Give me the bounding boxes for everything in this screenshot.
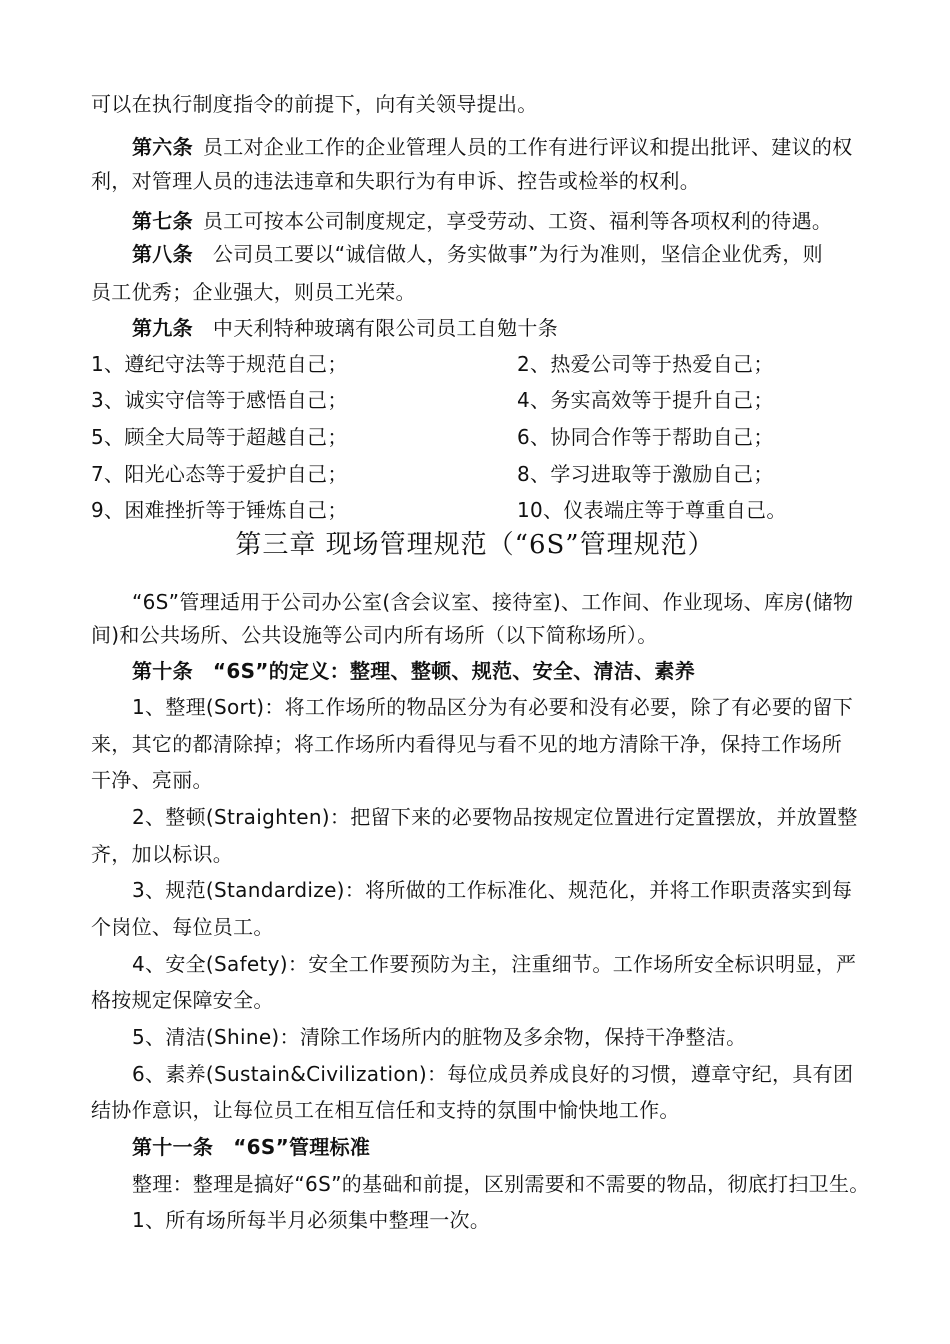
- article-8-text: 公司员工要以“诚信做人，务实做事”为行为准则，坚信企业优秀，则: [212, 242, 823, 266]
- paragraph-line: 可以在执行制度指令的前提下，向有关领导提出。: [91, 92, 538, 116]
- maxim-item: 5、顾全大局等于超越自己；: [91, 425, 348, 449]
- article-10-heading: 第十条: [132, 659, 193, 683]
- article-6-heading: 第六条: [132, 135, 193, 159]
- article-7-text: 员工可按本公司制度规定，享受劳动、工资、福利等各项权利的待遇。: [202, 209, 833, 233]
- article-8-heading: 第八条: [132, 242, 193, 266]
- maxim-item: 2、热爱公司等于热爱自己；: [517, 352, 774, 376]
- paragraph-line: 来，其它的都清除掉；将工作场所内看得见与看不见的地方清除干净，保持工作场所: [91, 732, 843, 756]
- paragraph-line: 间)和公共场所、公共设施等公司内所有场所（以下简称场所）。: [91, 623, 658, 647]
- maxim-item: 1、遵纪守法等于规范自己；: [91, 352, 348, 376]
- article-9: [132, 314, 558, 342]
- maxim-item: 6、协同合作等于帮助自己；: [517, 425, 774, 449]
- maxim-item: 3、诚实守信等于感悟自己；: [91, 388, 348, 412]
- paragraph-line: 4、安全(Safety)：安全工作要预防为主，注重细节。工作场所安全标识明显，严: [132, 952, 857, 976]
- paragraph-line: 个岗位、每位员工。: [91, 915, 274, 939]
- paragraph-line: 整理：整理是搞好“6S”的基础和前提，区别需要和不需要的物品，彻底打扫卫生。: [132, 1172, 870, 1196]
- paragraph-line: 利，对管理人员的违法违章和失职行为有申诉、控告或检举的权利。: [91, 169, 700, 193]
- article-10-text: “6S”的定义：整理、整顿、规范、安全、清洁、素养: [212, 659, 696, 683]
- article-8: [132, 240, 823, 268]
- article-6-text: 员工对企业工作的企业管理人员的工作有进行评议和提出批评、建议的权: [202, 135, 853, 159]
- chapter-title: 第三章 现场管理规范（“6S”管理规范）: [235, 530, 715, 560]
- maxim-item: 10、仪表端庄等于尊重自己。: [517, 498, 787, 522]
- paragraph-line: 齐，加以标识。: [91, 842, 234, 866]
- article-10: [132, 657, 695, 685]
- article-11-text: “6S”管理标准: [233, 1135, 371, 1159]
- paragraph-line: 干净、亮丽。: [91, 768, 213, 792]
- article-9-text: 中天利特种玻璃有限公司员工自勉十条: [212, 316, 559, 340]
- paragraph-line: 1、整理(Sort)：将工作场所的物品区分为有必要和没有必要，除了有必要的留下: [132, 695, 854, 719]
- paragraph-line: 1、所有场所每半月必须集中整理一次。: [132, 1208, 491, 1232]
- article-7-heading: 第七条: [132, 209, 193, 233]
- paragraph-line: 6、素养(Sustain&Civilization)：每位成员养成良好的习惯，遵章守纪，具有团: [132, 1062, 854, 1086]
- article-11-heading: 第十一条: [132, 1135, 214, 1159]
- paragraph-line: 结协作意识，让每位员工在相互信任和支持的氛围中愉快地工作。: [91, 1098, 680, 1122]
- paragraph-line: 3、规范(Standardize)：将所做的工作标准化、规范化，并将工作职责落实到每: [132, 878, 853, 902]
- paragraph-line: 5、清洁(Shine)：清除工作场所内的脏物及多余物，保持干净整洁。: [132, 1025, 747, 1049]
- article-11: [132, 1133, 370, 1161]
- article-7: [132, 207, 832, 235]
- article-9-heading: 第九条: [132, 316, 193, 340]
- maxim-item: 8、学习进取等于激励自己；: [517, 462, 774, 486]
- article-6: [132, 133, 853, 161]
- maxim-item: 9、困难挫折等于锤炼自己；: [91, 498, 348, 522]
- paragraph-line: 格按规定保障安全。: [91, 988, 274, 1012]
- paragraph-line: “6S”管理适用于公司办公室(含会议室、接待室)、工作间、作业现场、库房(储物: [132, 590, 854, 614]
- paragraph-line: 2、整顿(Straighten)：把留下来的必要物品按规定位置进行定置摆放，并放置整: [132, 805, 858, 829]
- maxim-item: 7、阳光心态等于爱护自己；: [91, 462, 348, 486]
- paragraph-line: 员工优秀；企业强大，则员工光荣。: [91, 280, 416, 304]
- maxim-item: 4、务实高效等于提升自己；: [517, 388, 774, 412]
